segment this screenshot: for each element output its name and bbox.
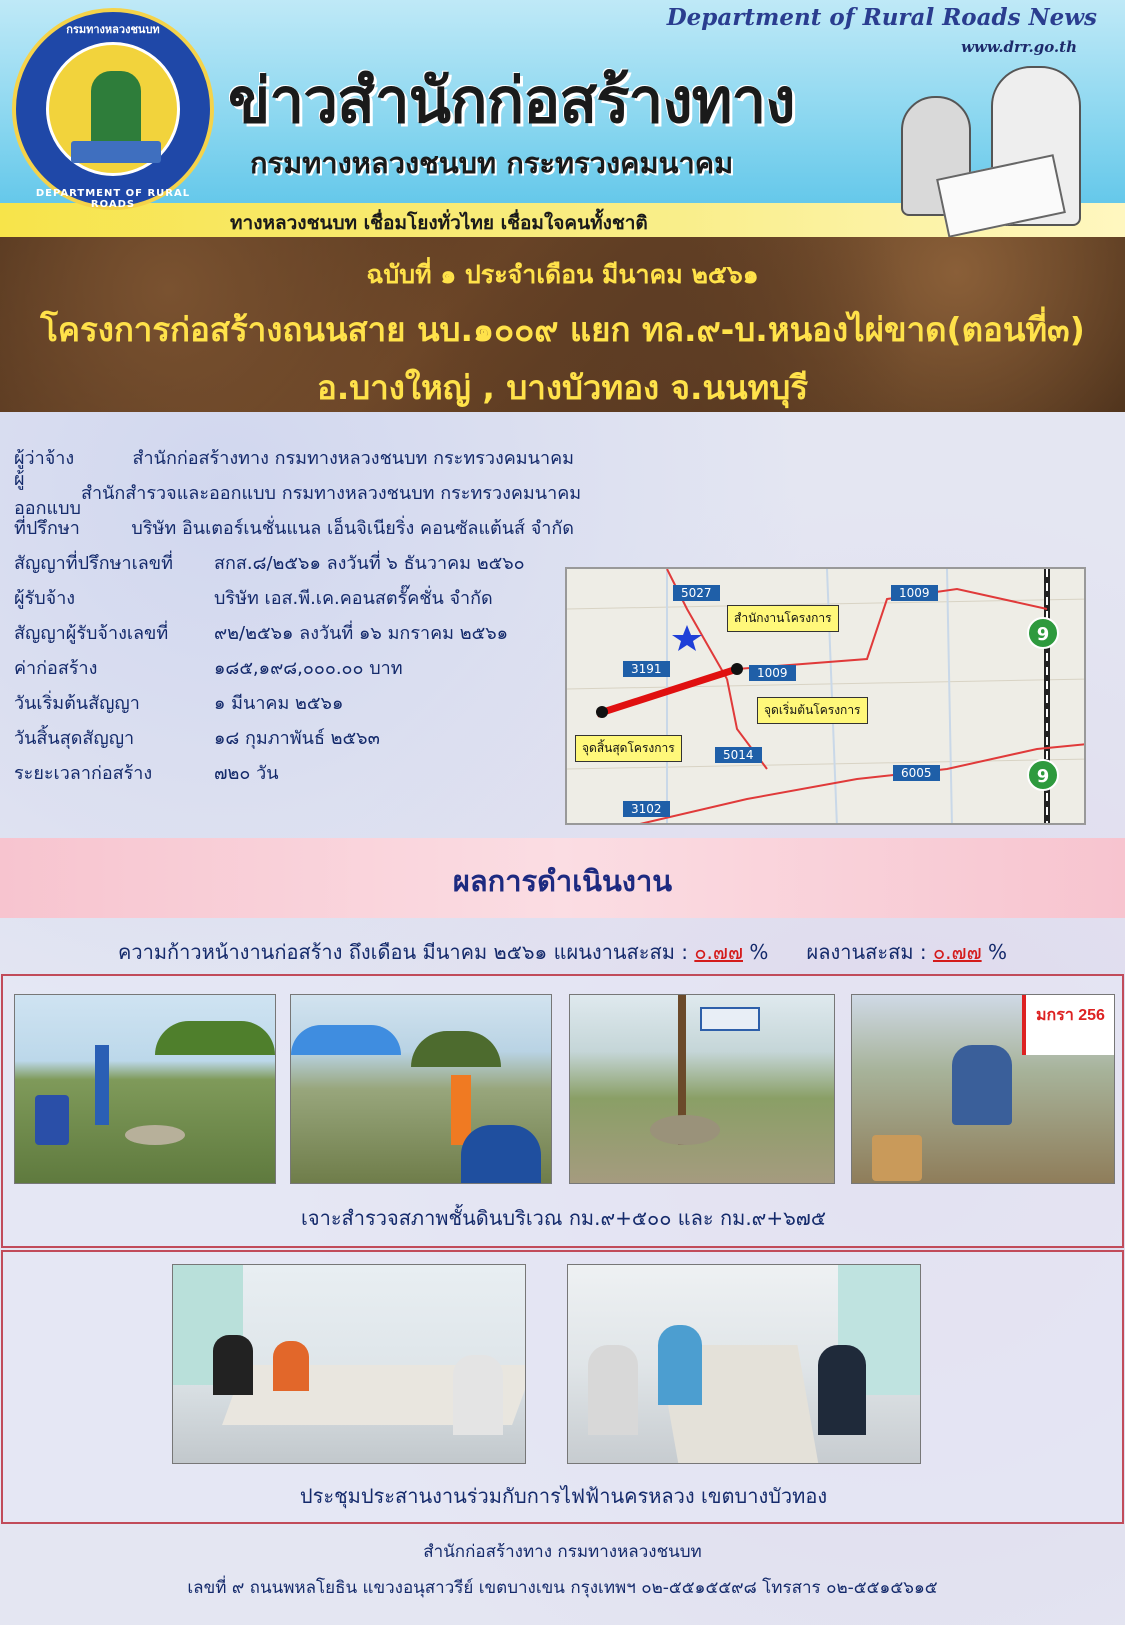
logo-emblem xyxy=(46,42,180,176)
info-value: สำนักสำรวจและออกแบบ กรมทางหลวงชนบท กระทรวงคมนาคม xyxy=(80,483,582,504)
soil-survey-caption: เจาะสำรวจสภาพชั้นดินบริเวณ กม.๙+๕๐๐ และ กม.๙+๖๗๕ xyxy=(301,1206,826,1230)
info-row xyxy=(14,685,574,720)
plan-percent: ๐.๗๗ xyxy=(694,940,743,964)
info-row xyxy=(14,510,574,545)
info-label: สัญญาที่ปรึกษาเลขที่ xyxy=(14,553,173,574)
info-row xyxy=(14,545,574,580)
project-banner xyxy=(0,237,1125,412)
survey-photo[interactable] xyxy=(569,994,835,1184)
basin-icon xyxy=(125,1125,185,1145)
calendar-banner xyxy=(1022,995,1115,1055)
logo-top-text: กรมทางหลวงชนบท xyxy=(66,23,160,36)
basin-icon xyxy=(650,1115,720,1145)
info-row xyxy=(14,440,574,475)
info-label: สัญญาผู้รับจ้างเลขที่ xyxy=(14,623,169,644)
thai-subtitle: กรมทางหลวงชนบท กระทรวงคมนาคม xyxy=(250,146,734,180)
garuda-figure-icon xyxy=(91,71,141,147)
info-value: บริษัท อินเตอร์เนชั่นแนล เอ็นจิเนียริ่ง คอนซัลแต้นส์ จำกัด xyxy=(131,518,574,539)
attendee-figure xyxy=(658,1325,702,1405)
bucket-icon xyxy=(872,1135,922,1181)
progress-prefix: ความก้าวหน้างานก่อสร้าง ถึงเดือน มีนาคม ๒๕๖๑ แผนงานสะสม : xyxy=(118,940,688,964)
results-header xyxy=(0,838,1125,918)
engineers-illustration xyxy=(881,56,1111,236)
road-label: 3191 xyxy=(623,661,670,677)
survey-photo[interactable] xyxy=(851,994,1115,1184)
road-label: 5027 xyxy=(673,585,720,601)
attendee-figure xyxy=(273,1341,309,1391)
info-value: บริษัท เอส.พี.เค.คอนสตรั๊คชั่น จำกัด xyxy=(214,588,493,609)
masthead xyxy=(0,0,1125,237)
info-row xyxy=(14,580,574,615)
attendee-figure xyxy=(453,1355,503,1435)
meeting-photo[interactable] xyxy=(567,1264,921,1464)
slogan: ทางหลวงชนบท เชื่อมโยงทั่วไทย เชื่อมใจคนทั้งชาติ xyxy=(230,212,648,234)
road-label: 6005 xyxy=(893,765,940,781)
issue-line: ฉบับที่ ๑ ประจำเดือน มีนาคม ๒๕๖๑ xyxy=(366,260,759,289)
progress-line xyxy=(0,936,1125,968)
barrel-icon xyxy=(461,1125,541,1184)
website-link[interactable]: www.drr.go.th xyxy=(961,38,1077,56)
project-info xyxy=(14,440,582,790)
footer-address: เลขที่ ๙ ถนนพหลโยธิน แขวงอนุสาวรีย์ เขตบางเขน กรุงเทพฯ ๐๒-๕๕๑๕๕๙๘ โทรสาร ๐๒-๕๕๑๕๖๑๕ xyxy=(187,1578,938,1598)
info-label: ผู้ว่าจ้าง xyxy=(14,448,75,469)
callout-start: จุดเริ่มต้นโครงการ xyxy=(757,697,868,724)
info-value: ๑๘๕,๑๙๘,๐๐๐.๐๐ บาท xyxy=(214,658,403,679)
road-label: 1009 xyxy=(891,585,938,601)
drr-logo xyxy=(12,8,214,210)
attendee-figure xyxy=(818,1345,866,1435)
meeting-caption: ประชุมประสานงานร่วมกับการไฟฟ้านครหลวง เขตบางบัวทอง xyxy=(299,1484,828,1508)
project-title: โครงการก่อสร้างถนนสาย นบ.๑๐๐๙ แยก ทล.๙-บ.หนองไผ่ขาด(ตอนที่๓) xyxy=(40,310,1085,349)
info-row xyxy=(14,650,574,685)
umbrella-icon xyxy=(411,1031,501,1067)
info-row xyxy=(14,468,582,519)
thai-title: ข่าวสำนักก่อสร้างทาง xyxy=(228,64,795,137)
info-value: สำนักก่อสร้างทาง กรมทางหลวงชนบท กระทรวงคมนาคม xyxy=(132,448,574,469)
info-row xyxy=(14,720,574,755)
percent-sign: % xyxy=(987,940,1007,964)
info-value: สกส.๘/๒๕๖๑ ลงวันที่ ๖ ธันวาคม ๒๕๖๐ xyxy=(214,553,525,574)
callout-end: จุดสิ้นสุดโครงการ xyxy=(575,735,682,762)
logo-pedestal xyxy=(71,141,161,163)
percent-sign: % xyxy=(749,940,769,964)
umbrella-icon xyxy=(155,1021,275,1055)
umbrella-icon xyxy=(291,1025,401,1055)
info-label: ที่ปรึกษา xyxy=(14,518,80,539)
survey-photo[interactable] xyxy=(290,994,552,1184)
info-value: ๑๘ กุมภาพันธ์ ๒๕๖๓ xyxy=(214,728,380,749)
road-label: 1009 xyxy=(749,665,796,681)
meeting-photo[interactable] xyxy=(172,1264,526,1464)
info-value: ๗๒๐ วัน xyxy=(214,763,279,784)
logo-ring-text: DEPARTMENT OF RURAL ROADS xyxy=(35,188,191,210)
actual-percent: ๐.๗๗ xyxy=(932,940,982,964)
road-sign-icon xyxy=(700,1007,760,1031)
project-location: อ.บางใหญ่ , บางบัวทอง จ.นนทบุรี xyxy=(316,368,809,407)
highway-9-icon: 9 xyxy=(1027,617,1059,649)
info-value: ๑ มีนาคม ๒๕๖๑ xyxy=(214,693,344,714)
info-label: วันเริ่มต้นสัญญา xyxy=(14,693,140,714)
worker-figure xyxy=(952,1045,1012,1125)
road-label: 5014 xyxy=(715,747,762,763)
road-label: 3102 xyxy=(623,801,670,817)
highway-9-icon: 9 xyxy=(1027,759,1059,791)
footer-org: สำนักก่อสร้างทาง กรมทางหลวงชนบท xyxy=(423,1542,702,1562)
project-map xyxy=(565,567,1086,825)
info-label: ผู้ออกแบบ xyxy=(14,468,81,519)
callout-office: สำนักงานโครงการ xyxy=(727,605,839,632)
info-label: ค่าก่อสร้าง xyxy=(14,658,98,679)
info-row xyxy=(14,755,574,790)
info-row xyxy=(14,615,574,650)
soil-survey-panel xyxy=(1,974,1124,1248)
results-title: ผลการดำเนินงาน xyxy=(452,864,673,898)
english-title: Department of Rural Roads News xyxy=(666,4,1097,31)
attendee-figure xyxy=(588,1345,638,1435)
survey-photo[interactable] xyxy=(14,994,276,1184)
info-value: ๙๒/๒๕๖๑ ลงวันที่ ๑๖ มกราคม ๒๕๖๑ xyxy=(214,623,509,644)
info-label: ระยะเวลาก่อสร้าง xyxy=(14,763,153,784)
barrel-icon xyxy=(35,1095,69,1145)
actual-label: ผลงานสะสม : xyxy=(806,940,927,964)
banner-text: มกรา 256 xyxy=(1036,1007,1105,1024)
meeting-panel xyxy=(1,1250,1124,1524)
info-label: ผู้รับจ้าง xyxy=(14,588,76,609)
info-label: วันสิ้นสุดสัญญา xyxy=(14,728,135,749)
attendee-figure xyxy=(213,1335,253,1395)
worker-figure xyxy=(95,1045,109,1125)
